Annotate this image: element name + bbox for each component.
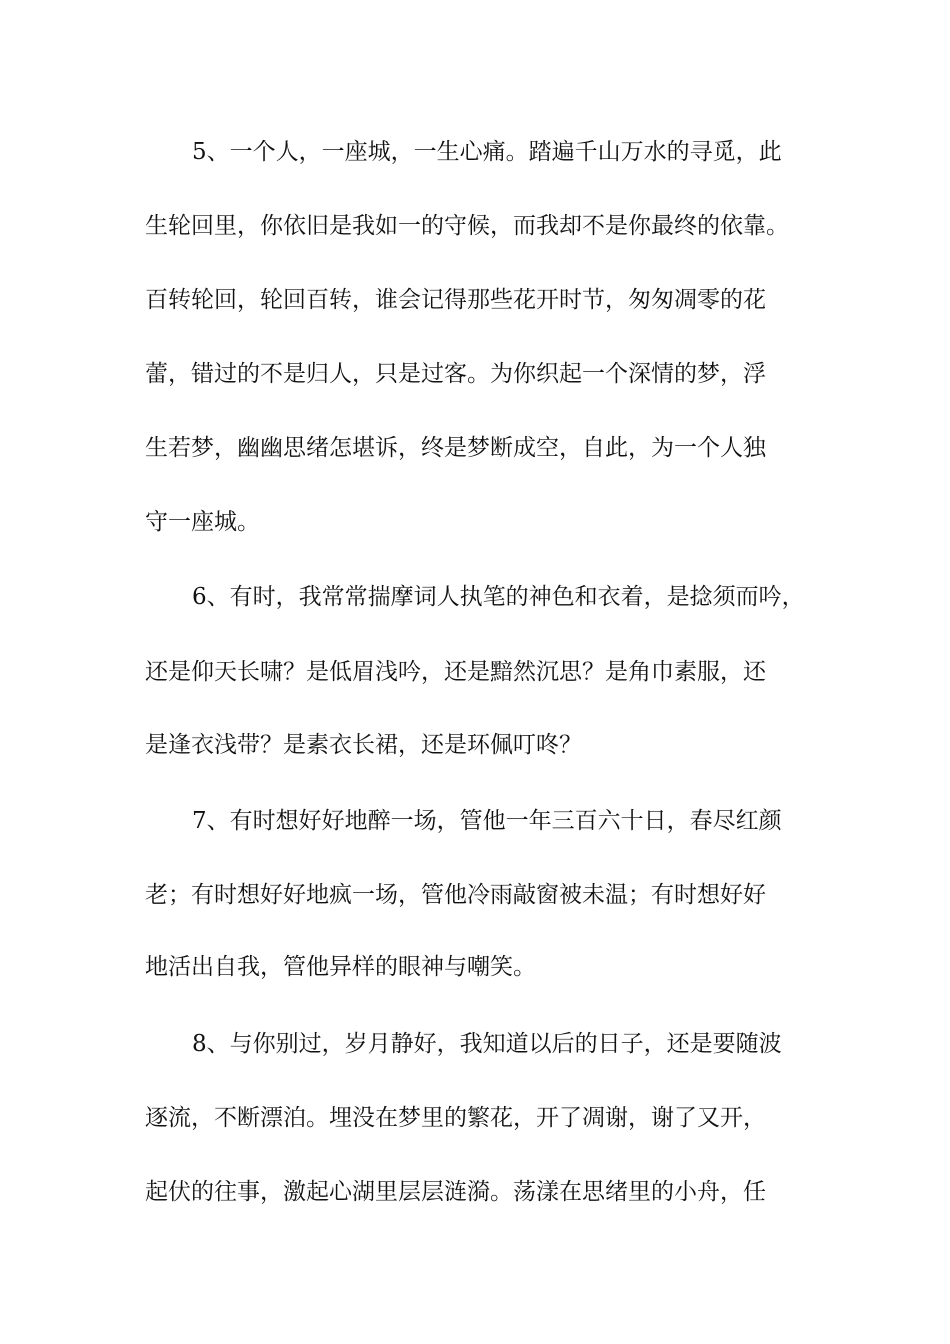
paragraph-5-line-4: 蕾，错过的不是归人，只是过客。为你织起一个深情的梦，浮 bbox=[145, 361, 766, 387]
paragraph-8-line-2: 逐流，不断漂泊。埋没在梦里的繁花，开了凋谢，谢了又开， bbox=[145, 1105, 766, 1131]
paragraph-5-line-3: 百转轮回，轮回百转，谁会记得那些花开时节，匆匆凋零的花 bbox=[145, 287, 766, 313]
paragraph-6-line-3: 是逢衣浅带？是素衣长裙，还是环佩叮咚？ bbox=[145, 732, 582, 758]
paragraph-6-line-1: 6、有时，我常常揣摩词人执笔的神色和衣着，是捻须而吟， bbox=[192, 584, 805, 610]
paragraph-5-line-6: 守一座城。 bbox=[145, 509, 260, 535]
paragraph-8-line-1: 8、与你别过，岁月静好，我知道以后的日子，还是要随波 bbox=[192, 1031, 782, 1057]
paragraph-7-line-3: 地活出自我，管他异样的眼神与嘲笑。 bbox=[145, 954, 536, 980]
paragraph-5-line-2: 生轮回里，你依旧是我如一的守候，而我却不是你最终的依靠。 bbox=[145, 213, 789, 239]
paragraph-8-line-3: 起伏的往事，激起心湖里层层涟漪。荡漾在思绪里的小舟，任 bbox=[145, 1179, 766, 1205]
paragraph-7-line-1: 7、有时想好好地醉一场，管他一年三百六十日，春尽红颜 bbox=[192, 808, 782, 834]
paragraph-7-line-2: 老；有时想好好地疯一场，管他冷雨敲窗被未温；有时想好好 bbox=[145, 882, 766, 908]
paragraph-5-line-1: 5、一个人，一座城，一生心痛。踏遍千山万水的寻觅，此 bbox=[192, 139, 782, 165]
paragraph-5-line-5: 生若梦，幽幽思绪怎堪诉，终是梦断成空，自此，为一个人独 bbox=[145, 435, 766, 461]
paragraph-6-line-2: 还是仰天长啸？是低眉浅吟，还是黯然沉思？是角巾素服，还 bbox=[145, 659, 766, 685]
